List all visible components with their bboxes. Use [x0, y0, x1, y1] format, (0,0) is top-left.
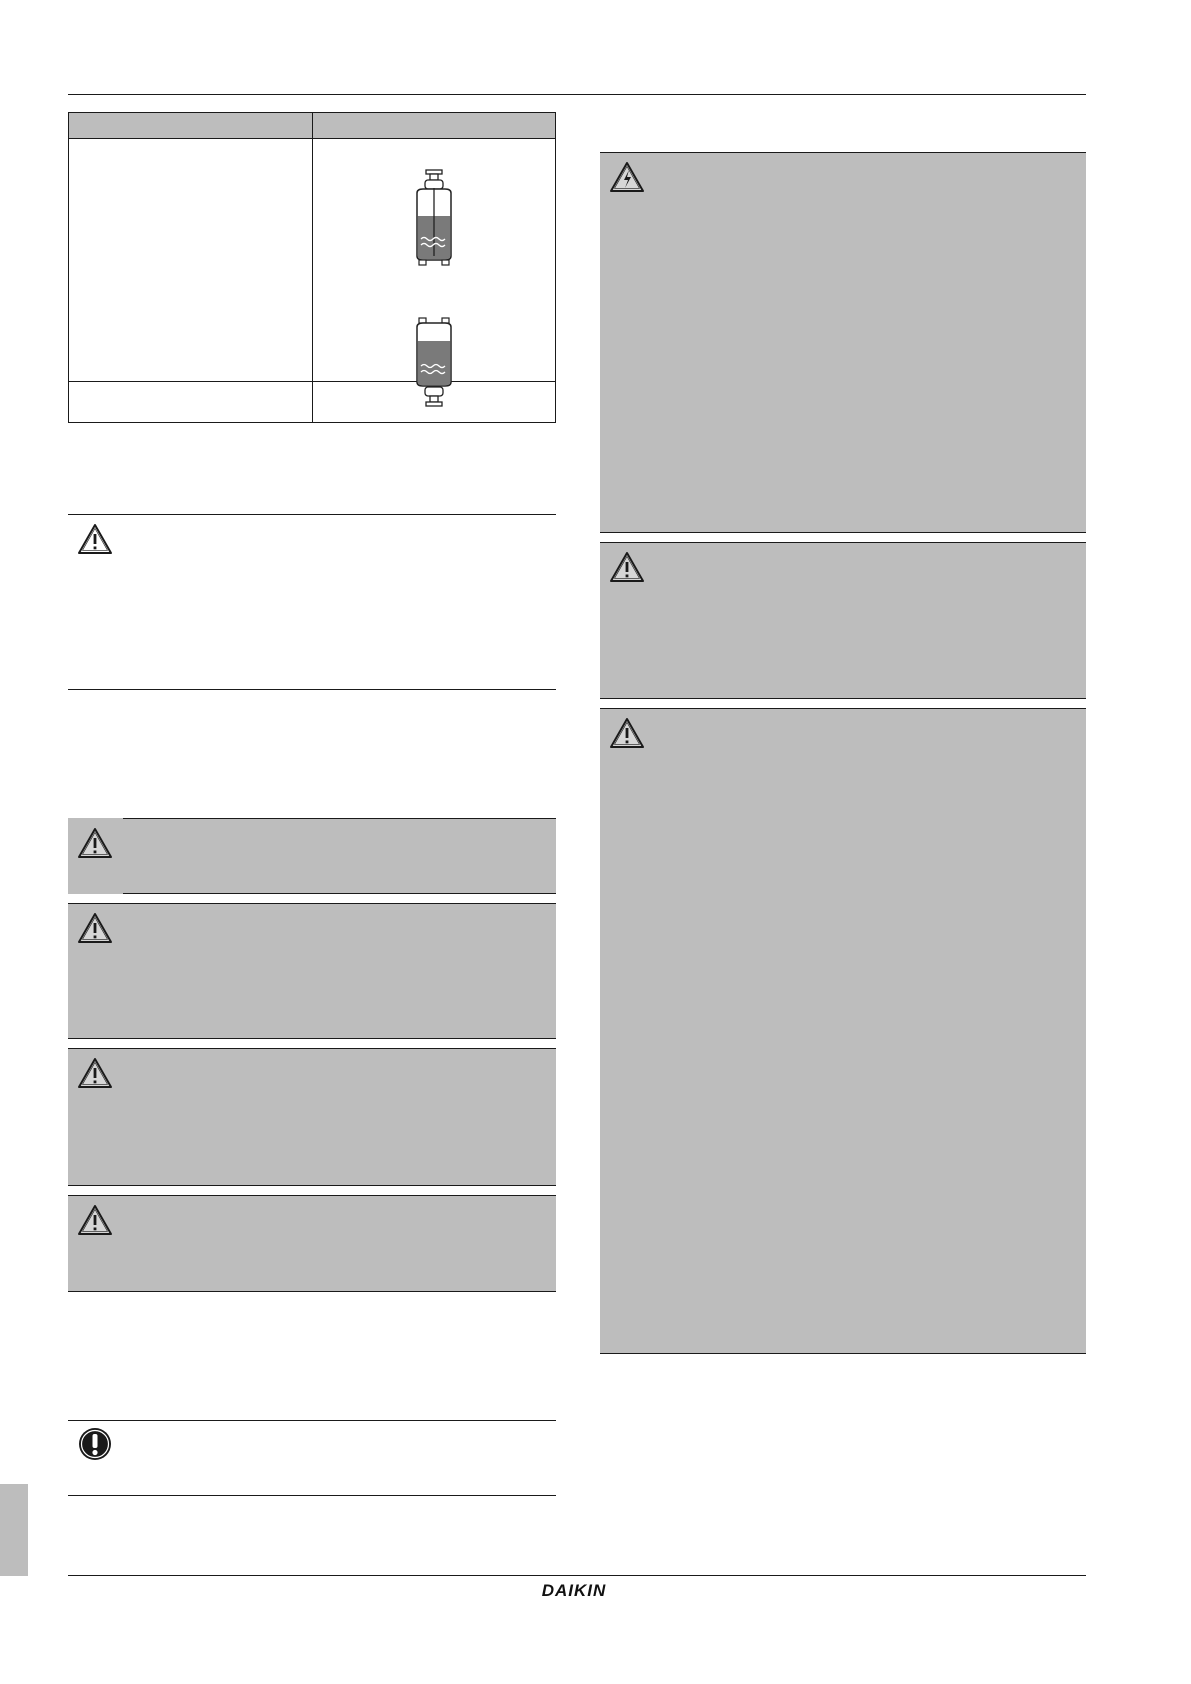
- exclamation-circle-icon: [77, 1426, 113, 1460]
- table-header: [69, 113, 555, 139]
- warning-note-3: [68, 903, 556, 1039]
- electric-shock-icon: [609, 160, 645, 194]
- warning-triangle-icon: [609, 550, 645, 584]
- warning-triangle-icon: [77, 522, 113, 556]
- warning-triangle-icon: [77, 1203, 113, 1237]
- warning-triangle-icon: [77, 911, 113, 945]
- warning-note-4: [68, 1048, 556, 1186]
- notice-note-1: [68, 1420, 556, 1496]
- warning-note-6: [600, 542, 1086, 699]
- cylinder-table: [68, 112, 556, 423]
- warning-note-1: [68, 514, 556, 690]
- cylinder-with-siphon-tube-icon: [409, 168, 459, 268]
- warning-note-2: [68, 818, 556, 894]
- footer-rule: [68, 1575, 1086, 1576]
- danger-electric-note: [600, 152, 1086, 533]
- inverted-cylinder-icon: [409, 316, 459, 416]
- header-rule: [68, 94, 1086, 95]
- daikin-logo: DAIKIN: [541, 1581, 607, 1600]
- warning-triangle-icon: [77, 1056, 113, 1090]
- warning-note-7: [600, 708, 1086, 1354]
- warning-triangle-icon: [609, 716, 645, 750]
- chapter-side-tab: [0, 1484, 28, 1576]
- warning-note-5: [68, 1195, 556, 1292]
- warning-triangle-icon: [77, 826, 113, 860]
